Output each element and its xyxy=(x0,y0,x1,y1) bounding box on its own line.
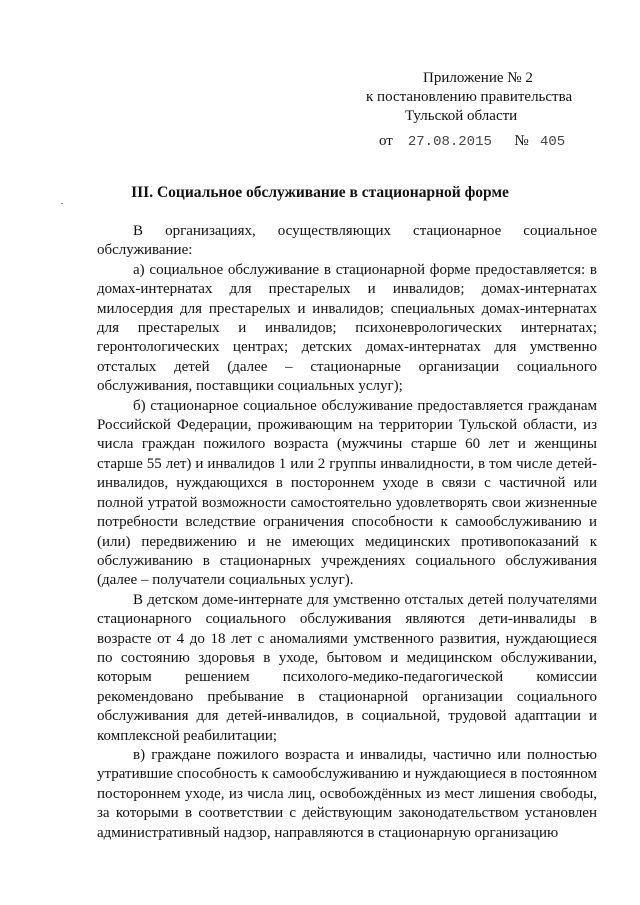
section-title: III. Социальное обслуживание в стационарной форме xyxy=(131,184,509,201)
paragraph-b: б) стационарное социальное обслуживание предоставляется гражданам Российской Федерации, проживающим на территории Тульской области, из числа граждан пожилого возраста (мужчины старше 60 лет и женщины старше 55 лет) и инвалидов 1 или 2 группы инвалидности, в том числе детей-инвалидов, нуждающихся в постороннем уходе в связи с частичной или полной утратой возможности самостоятельно удовлетворять свои жизненные потребности вследствие ограничения способности к самообслуживанию и (или) передвижению и не имеющих медицинских противопоказаний к обслуживанию в стационарных учреждениях социального обслуживания (далее – получатели социальных услуг). xyxy=(97,397,597,589)
paragraph-c: в) граждане пожилого возраста и инвалиды, частично или полностью утратившие способность к самообслуживанию и нуждающиеся в постоянном постороннем уходе, из числа лиц, освобождённых из мест лишения свободы, за которыми в соответствии с действующим законодательством установлен административный надзор, направляются в стационарную организацию xyxy=(97,746,597,841)
document-body xyxy=(97,222,597,843)
appendix-reference: к постановлению правительства xyxy=(366,89,573,105)
paragraph-children-home: В детском доме-интернате для умственно отсталых детей получателями стационарного социального обслуживания являются дети-инвалиды в возрасте от 4 до 18 лет с аномалиями умственного развития, нуждающиеся по состоянию здоровья в уходе, бытовом и медицинском обслуживании, которым решением психолого-медико-педагогической комиссии рекомендовано пребывание в стационарной организации социального обслуживания для детей-инвалидов, в социальной, трудовой адаптации и комплексной реабилитации; xyxy=(97,591,597,744)
document-number: 405 xyxy=(539,134,566,150)
document-date-line xyxy=(379,133,565,150)
paragraph-intro: В организациях, осуществляющих стационарное социальное обслуживание: xyxy=(97,223,597,259)
number-prefix: № xyxy=(514,133,529,149)
date-prefix: от xyxy=(379,133,393,149)
document-date: 27.08.2015 xyxy=(407,134,492,150)
appendix-number: Приложение № 2 xyxy=(423,70,533,86)
appendix-header xyxy=(360,69,600,126)
paragraph-a: а) социальное обслуживание в стационарной форме предоставляется: в домах-интернатах для престарелых и инвалидов; домах-интернатах милосердия для престарелых и инвалидов; специальных домах-интернатах для престарелых и инвалидов; психоневрологических интернатах; геронтологических центрах; детских домах-интернатах для умственно отсталых детей (далее – стационарные организации социального обслуживания, поставщики социальных услуг); xyxy=(97,261,597,395)
appendix-region: Тульской области xyxy=(405,108,518,124)
scan-speck xyxy=(61,203,63,204)
